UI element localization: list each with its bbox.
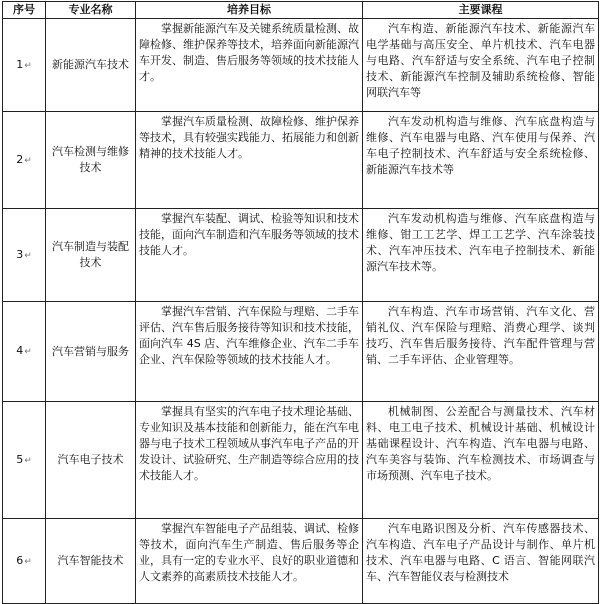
header-courses: 主要课程 — [363, 2, 599, 19]
training-goal: 掌握汽车营销、汽车保险与理赔、二手车评估、汽车售后服务接待等知识和技术技能，面向汽车 4S 店、汽车维修企业、汽车二手车企业、汽车保险等领域的技术技能人才。 — [136, 302, 363, 402]
table-row — [3, 209, 599, 302]
header-goal: 培养目标 — [136, 2, 363, 19]
main-courses: 机械制图、公差配合与测量技术、汽车材料、电工电子技术、机械设计基础、机械设计基础课程设计、汽车构造、汽车电器与电路、汽车美容与装饰、汽车检测技术、市场调查与市场预测、汽车电子技术。 — [363, 402, 599, 519]
main-courses: 汽车电路识图及分析、汽车传感器技术、汽车构造、汽车电子产品设计与制作、单片机技术、汽车电器与电路、C 语言、智能网联汽车、汽车智能仪表与检测技术 — [363, 519, 599, 604]
major-name: 汽车营销与服务 — [46, 302, 136, 402]
header-name: 专业名称 — [46, 2, 136, 19]
major-name: 汽车制造与装配技术 — [46, 209, 136, 302]
training-goal: 掌握具有坚实的汽车电子技术理论基础、专业知识及基本技能和创新能力，能在汽车电器与电子技术工程领域从事汽车电子产品的开发设计、试验研究、生产制造等综合应用的技术技能人才。 — [136, 402, 363, 519]
row-index-cell — [3, 519, 46, 604]
row-end-mark: ↵ — [24, 556, 32, 567]
major-name: 汽车智能技术 — [46, 519, 136, 604]
row-index: 2 — [16, 152, 24, 166]
training-goal: 掌握新能源汽车及关键系统质量检测、故障检修、维护保养等技术，培养面向新能源汽车开发、制造、售后服务等领域的技术技能人才。 — [136, 19, 363, 112]
major-name: 新能源汽车技术 — [46, 19, 136, 112]
table-row — [3, 302, 599, 402]
main-courses: 汽车构造、新能源汽车技术、新能源汽车电学基础与高压安全、单片机技术、汽车电器与电路、汽车舒适与安全系统、汽车电子控制技术、新能源汽车控制及辅助系统检修、智能网联汽车等 — [363, 19, 599, 112]
row-end-mark: ↵ — [24, 60, 32, 71]
row-index: 6 — [16, 553, 24, 567]
major-name: 汽车电子技术 — [46, 402, 136, 519]
row-index-cell — [3, 402, 46, 519]
major-name: 汽车检测与维修技术 — [46, 112, 136, 209]
main-courses: 汽车构造、汽车市场营销、汽车文化、营销礼仪、汽车保险与理赔、消费心理学、谈判技巧、汽车售后服务接待、汽车配件管理与营销、二手车评估、企业管理等。 — [363, 302, 599, 402]
training-goal: 掌握汽车质量检测、故障检修、维护保养等技术，具有较强实践能力、拓展能力和创新精神的技术技能人才。 — [136, 112, 363, 209]
row-index-cell — [3, 209, 46, 302]
row-index: 3 — [16, 247, 24, 261]
training-goal: 掌握汽车智能电子产品组装、调试、检修等技术，面向汽车生产制造、售后服务等企业，具有一定的专业水平、良好的职业道德和人文素养的高素质技术技能人才。 — [136, 519, 363, 604]
row-end-mark: ↵ — [24, 455, 32, 466]
main-courses: 汽车发动机构造与维修、汽车底盘构造与维修、汽车电器与电路、汽车使用与保养、汽车电子控制技术、汽车舒适与安全系统检修、新能源汽车技术等 — [363, 112, 599, 209]
row-index: 4 — [16, 344, 24, 357]
table-row — [3, 402, 599, 519]
table-row — [3, 519, 599, 604]
table-row — [3, 19, 599, 112]
curriculum-table — [2, 1, 599, 604]
table-row — [3, 112, 599, 209]
training-goal: 掌握汽车装配、调试、检验等知识和技术技能，面向汽车制造和汽车服务等领域的技术技能人才。 — [136, 209, 363, 302]
header-index: 序号 — [3, 2, 46, 19]
row-end-mark: ↵ — [24, 250, 32, 261]
row-end-mark: ↵ — [24, 155, 32, 166]
row-index: 1 — [16, 57, 24, 71]
row-index: 5 — [16, 452, 24, 466]
header-row — [3, 2, 599, 19]
row-index-cell — [3, 302, 46, 402]
main-courses: 汽车发动机构造与维修、汽车底盘构造与维修、钳工工艺学、焊工工艺学、汽车涂装技术、汽车冲压技术、汽车电子控制技术、新能源汽车技术等。 — [363, 209, 599, 302]
row-index-cell — [3, 112, 46, 209]
row-end-mark: ↵ — [24, 347, 32, 357]
row-index-cell — [3, 19, 46, 112]
